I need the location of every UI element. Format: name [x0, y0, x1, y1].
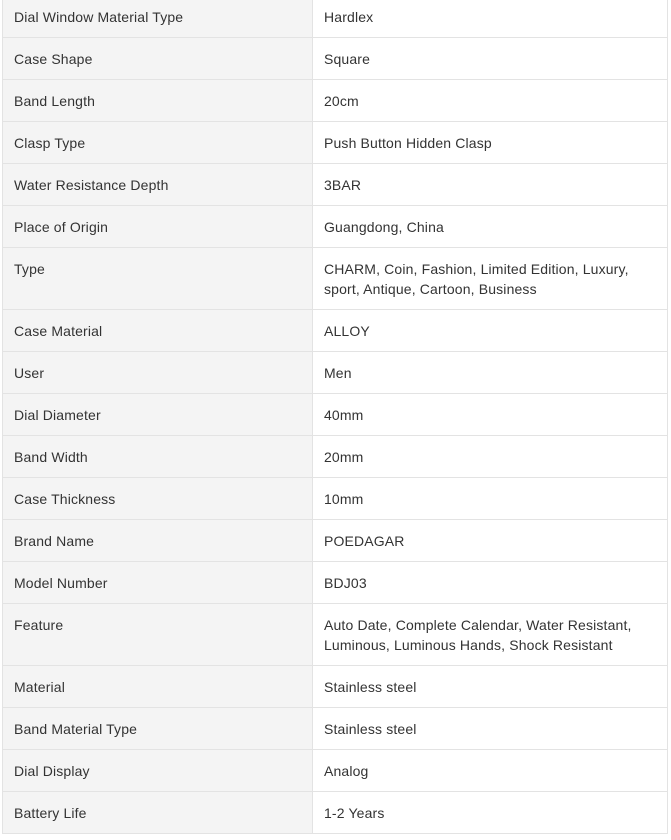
spec-label: Feature — [3, 604, 313, 666]
spec-row — [3, 666, 668, 708]
spec-value: 20cm — [313, 80, 668, 122]
spec-value: Hardlex — [313, 0, 668, 38]
spec-value: 10mm — [313, 478, 668, 520]
spec-label: Model Number — [3, 562, 313, 604]
spec-label: Case Thickness — [3, 478, 313, 520]
spec-value-line: CHARM, Coin, Fashion, Limited Edition, Luxury, — [324, 261, 629, 277]
spec-row — [3, 310, 668, 352]
spec-label: Case Shape — [3, 38, 313, 80]
spec-row — [3, 708, 668, 750]
spec-value: ALLOY — [313, 310, 668, 352]
spec-row — [3, 562, 668, 604]
spec-value-line: Luminous, Luminous Hands, Shock Resistant — [324, 637, 613, 653]
spec-value: 1-2 Years — [313, 792, 668, 834]
spec-row — [3, 122, 668, 164]
spec-label: Case Material — [3, 310, 313, 352]
product-specifications-table — [2, 0, 668, 834]
spec-value: Guangdong, China — [313, 206, 668, 248]
spec-value: 3BAR — [313, 164, 668, 206]
spec-label: Material — [3, 666, 313, 708]
spec-value: 20mm — [313, 436, 668, 478]
spec-label: Type — [3, 248, 313, 310]
spec-label: Dial Window Material Type — [3, 0, 313, 38]
spec-label: Dial Diameter — [3, 394, 313, 436]
spec-value-line: Auto Date, Complete Calendar, Water Resistant, — [324, 617, 632, 633]
spec-value: Stainless steel — [313, 708, 668, 750]
spec-row — [3, 164, 668, 206]
spec-label: Brand Name — [3, 520, 313, 562]
spec-value — [313, 604, 668, 666]
spec-value: POEDAGAR — [313, 520, 668, 562]
spec-row — [3, 394, 668, 436]
spec-label: Water Resistance Depth — [3, 164, 313, 206]
spec-value-line: sport, Antique, Cartoon, Business — [324, 281, 537, 297]
spec-label: Band Material Type — [3, 708, 313, 750]
spec-value — [313, 248, 668, 310]
spec-row — [3, 248, 668, 310]
spec-label: Band Width — [3, 436, 313, 478]
spec-value: Stainless steel — [313, 666, 668, 708]
spec-value: Push Button Hidden Clasp — [313, 122, 668, 164]
spec-row — [3, 478, 668, 520]
spec-row — [3, 604, 668, 666]
spec-row — [3, 38, 668, 80]
spec-row — [3, 0, 668, 38]
spec-label: Clasp Type — [3, 122, 313, 164]
spec-label: Band Length — [3, 80, 313, 122]
spec-value: 40mm — [313, 394, 668, 436]
spec-label: User — [3, 352, 313, 394]
spec-label: Dial Display — [3, 750, 313, 792]
spec-label: Place of Origin — [3, 206, 313, 248]
spec-row — [3, 520, 668, 562]
spec-label: Battery Life — [3, 792, 313, 834]
spec-value: Analog — [313, 750, 668, 792]
spec-row — [3, 352, 668, 394]
spec-row — [3, 792, 668, 834]
spec-value: Square — [313, 38, 668, 80]
spec-row — [3, 206, 668, 248]
spec-row — [3, 750, 668, 792]
spec-value: BDJ03 — [313, 562, 668, 604]
spec-value: Men — [313, 352, 668, 394]
spec-row — [3, 80, 668, 122]
spec-row — [3, 436, 668, 478]
